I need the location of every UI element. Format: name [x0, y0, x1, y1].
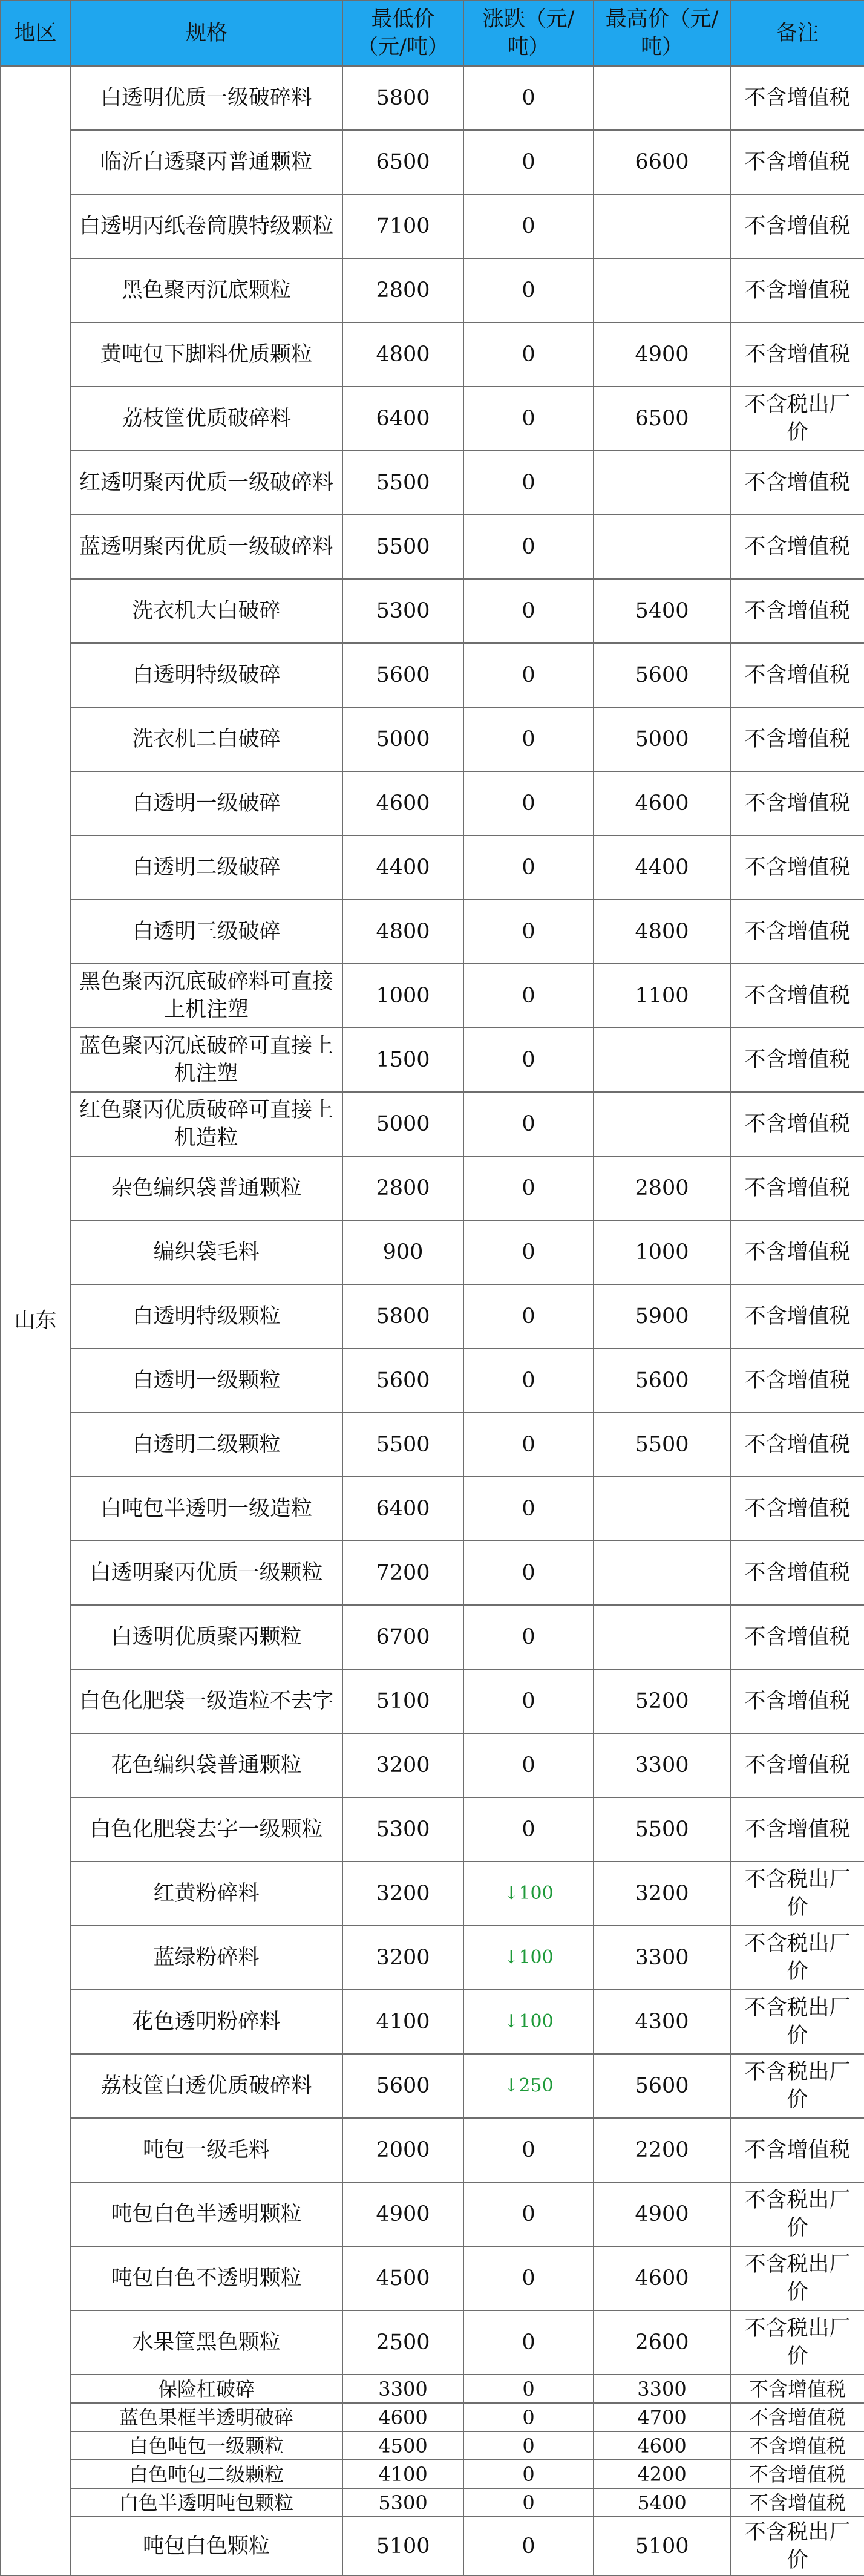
table-body [1, 66, 864, 2575]
cell-spec: 吨包一级毛料 [70, 2118, 342, 2182]
table-row [1, 2431, 864, 2460]
cell-min-price: 5000 [342, 707, 463, 771]
cell-change: 0 [463, 2246, 594, 2310]
cell-max-price: 5900 [594, 1284, 730, 1348]
cell-change: ↓250 [463, 2054, 594, 2118]
cell-spec: 白色吨包二级颗粒 [70, 2460, 342, 2488]
cell-remark: 不含增值税 [730, 1220, 864, 1284]
cell-change: 0 [463, 964, 594, 1028]
cell-change: 0 [463, 515, 594, 579]
cell-max-price: 4600 [594, 771, 730, 835]
cell-remark: 不含增值税 [730, 515, 864, 579]
cell-remark: 不含增值税 [730, 900, 864, 964]
cell-spec: 白透明优质聚丙颗粒 [70, 1605, 342, 1669]
cell-max-price: 2800 [594, 1156, 730, 1220]
cell-remark: 不含增值税 [730, 322, 864, 387]
cell-min-price: 5800 [342, 66, 463, 130]
header-max-price: 最高价（元/吨） [594, 1, 730, 66]
cell-remark: 不含增值税 [730, 2431, 864, 2460]
cell-spec: 白透明三级破碎 [70, 900, 342, 964]
cell-remark: 不含增值税 [730, 1092, 864, 1156]
header-change: 涨跌（元/吨） [463, 1, 594, 66]
cell-max-price: 5500 [594, 1413, 730, 1477]
cell-change: 0 [463, 1605, 594, 1669]
cell-max-price: 4800 [594, 900, 730, 964]
cell-max-price [594, 451, 730, 515]
cell-spec: 黑色聚丙沉底颗粒 [70, 258, 342, 322]
cell-remark: 不含增值税 [730, 1284, 864, 1348]
cell-max-price: 4600 [594, 2246, 730, 2310]
cell-remark: 不含税出厂价 [730, 2054, 864, 2118]
cell-min-price: 3300 [342, 2375, 463, 2403]
table-row [1, 964, 864, 1028]
cell-spec: 白透明特级破碎 [70, 643, 342, 707]
cell-spec: 白色化肥袋去字一级颗粒 [70, 1797, 342, 1862]
cell-remark: 不含增值税 [730, 2375, 864, 2403]
cell-min-price: 2500 [342, 2310, 463, 2375]
cell-max-price: 4900 [594, 2182, 730, 2246]
table-row [1, 1541, 864, 1605]
table-row [1, 579, 864, 643]
cell-min-price: 6400 [342, 387, 463, 451]
cell-max-price: 2600 [594, 2310, 730, 2375]
cell-remark: 不含增值税 [730, 258, 864, 322]
table-row [1, 1797, 864, 1862]
cell-min-price: 5600 [342, 643, 463, 707]
cell-change: 0 [463, 66, 594, 130]
table-row [1, 835, 864, 900]
cell-spec: 黄吨包下脚料优质颗粒 [70, 322, 342, 387]
cell-remark: 不含增值税 [730, 66, 864, 130]
table-row [1, 2460, 864, 2488]
cell-min-price: 2000 [342, 2118, 463, 2182]
cell-change: 0 [463, 835, 594, 900]
cell-remark: 不含增值税 [730, 1669, 864, 1733]
cell-min-price: 4500 [342, 2246, 463, 2310]
cell-change: 0 [463, 1028, 594, 1092]
cell-remark: 不含税出厂价 [730, 1862, 864, 1926]
cell-change: 0 [463, 194, 594, 258]
table-row [1, 258, 864, 322]
cell-remark: 不含税出厂价 [730, 2182, 864, 2246]
cell-remark: 不含税出厂价 [730, 387, 864, 451]
cell-spec: 白透明二级破碎 [70, 835, 342, 900]
cell-spec: 洗衣机大白破碎 [70, 579, 342, 643]
cell-change: 0 [463, 2488, 594, 2517]
table-row [1, 2517, 864, 2575]
cell-change: 0 [463, 771, 594, 835]
table-row [1, 771, 864, 835]
cell-spec: 红透明聚丙优质一级破碎料 [70, 451, 342, 515]
cell-change: 0 [463, 1413, 594, 1477]
cell-remark: 不含增值税 [730, 1541, 864, 1605]
cell-remark: 不含增值税 [730, 451, 864, 515]
cell-spec: 编织袋毛料 [70, 1220, 342, 1284]
header-remark: 备注 [730, 1, 864, 66]
cell-min-price: 4600 [342, 2403, 463, 2431]
cell-change: 0 [463, 1541, 594, 1605]
cell-spec: 蓝透明聚丙优质一级破碎料 [70, 515, 342, 579]
cell-max-price: 6500 [594, 387, 730, 451]
table-row [1, 1862, 864, 1926]
table-row [1, 451, 864, 515]
table-row [1, 515, 864, 579]
cell-remark: 不含增值税 [730, 964, 864, 1028]
cell-min-price: 4600 [342, 771, 463, 835]
cell-change: 0 [463, 707, 594, 771]
cell-change: 0 [463, 258, 594, 322]
cell-min-price: 7100 [342, 194, 463, 258]
cell-spec: 吨包白色颗粒 [70, 2517, 342, 2575]
cell-min-price: 900 [342, 1220, 463, 1284]
table-row [1, 643, 864, 707]
cell-max-price: 5200 [594, 1669, 730, 1733]
table-row [1, 2488, 864, 2517]
cell-change: 0 [463, 2431, 594, 2460]
table-row [1, 900, 864, 964]
table-row [1, 2182, 864, 2246]
cell-change: 0 [463, 579, 594, 643]
cell-spec: 黑色聚丙沉底破碎料可直接上机注塑 [70, 964, 342, 1028]
cell-remark: 不含增值税 [730, 194, 864, 258]
cell-min-price: 5600 [342, 1348, 463, 1413]
cell-spec: 吨包白色半透明颗粒 [70, 2182, 342, 2246]
cell-remark: 不含税出厂价 [730, 2310, 864, 2375]
table-row [1, 707, 864, 771]
table-row [1, 2054, 864, 2118]
cell-max-price [594, 1028, 730, 1092]
cell-change: 0 [463, 2118, 594, 2182]
cell-spec: 保险杠破碎 [70, 2375, 342, 2403]
cell-max-price: 4900 [594, 322, 730, 387]
cell-remark: 不含税出厂价 [730, 1926, 864, 1990]
cell-min-price: 5300 [342, 1797, 463, 1862]
cell-change: ↓100 [463, 1990, 594, 2054]
cell-spec: 白色半透明吨包颗粒 [70, 2488, 342, 2517]
cell-remark: 不含增值税 [730, 643, 864, 707]
cell-min-price: 5500 [342, 451, 463, 515]
cell-min-price: 4900 [342, 2182, 463, 2246]
cell-remark: 不含增值税 [730, 1605, 864, 1669]
cell-spec: 白透明二级颗粒 [70, 1413, 342, 1477]
cell-min-price: 1000 [342, 964, 463, 1028]
table-row [1, 1477, 864, 1541]
cell-min-price: 2800 [342, 258, 463, 322]
header-spec: 规格 [70, 1, 342, 66]
cell-min-price: 5500 [342, 515, 463, 579]
cell-remark: 不含增值税 [730, 771, 864, 835]
table-row [1, 1092, 864, 1156]
table-row [1, 1156, 864, 1220]
cell-max-price [594, 1092, 730, 1156]
cell-remark: 不含增值税 [730, 835, 864, 900]
cell-max-price: 4200 [594, 2460, 730, 2488]
cell-remark: 不含税出厂价 [730, 2517, 864, 2575]
cell-min-price: 6500 [342, 130, 463, 194]
cell-min-price: 5300 [342, 2488, 463, 2517]
table-row [1, 1669, 864, 1733]
cell-spec: 红黄粉碎料 [70, 1862, 342, 1926]
table-row [1, 1284, 864, 1348]
header-min-price: 最低价（元/吨） [342, 1, 463, 66]
cell-max-price [594, 258, 730, 322]
cell-min-price: 3200 [342, 1926, 463, 1990]
table-row [1, 2246, 864, 2310]
cell-max-price: 3300 [594, 1733, 730, 1797]
cell-max-price: 5600 [594, 2054, 730, 2118]
cell-max-price: 5100 [594, 2517, 730, 2575]
cell-min-price: 6400 [342, 1477, 463, 1541]
cell-max-price: 5000 [594, 707, 730, 771]
cell-spec: 水果筐黑色颗粒 [70, 2310, 342, 2375]
cell-spec: 白透明丙纸卷筒膜特级颗粒 [70, 194, 342, 258]
cell-spec: 白色吨包一级颗粒 [70, 2431, 342, 2460]
cell-max-price: 5600 [594, 1348, 730, 1413]
cell-change: 0 [463, 1477, 594, 1541]
table-row [1, 1926, 864, 1990]
table-row [1, 1028, 864, 1092]
cell-max-price: 4700 [594, 2403, 730, 2431]
cell-change: 0 [463, 1092, 594, 1156]
cell-max-price: 3300 [594, 2375, 730, 2403]
cell-max-price [594, 1541, 730, 1605]
cell-remark: 不含增值税 [730, 2488, 864, 2517]
cell-spec: 临沂白透聚丙普通颗粒 [70, 130, 342, 194]
cell-change: 0 [463, 130, 594, 194]
cell-min-price: 3200 [342, 1733, 463, 1797]
cell-change: ↓100 [463, 1862, 594, 1926]
cell-max-price: 5400 [594, 579, 730, 643]
cell-remark: 不含增值税 [730, 1733, 864, 1797]
cell-max-price: 3200 [594, 1862, 730, 1926]
cell-spec: 荔枝筐优质破碎料 [70, 387, 342, 451]
cell-change: 0 [463, 2375, 594, 2403]
cell-change: 0 [463, 1156, 594, 1220]
cell-max-price [594, 1605, 730, 1669]
table-row [1, 1733, 864, 1797]
cell-change: 0 [463, 2517, 594, 2575]
cell-remark: 不含税出厂价 [730, 1990, 864, 2054]
cell-change: 0 [463, 322, 594, 387]
cell-spec: 蓝色聚丙沉底破碎可直接上机注塑 [70, 1028, 342, 1092]
cell-remark: 不含增值税 [730, 130, 864, 194]
cell-max-price: 3300 [594, 1926, 730, 1990]
table-row [1, 387, 864, 451]
cell-max-price [594, 66, 730, 130]
cell-min-price: 5500 [342, 1413, 463, 1477]
cell-min-price: 4500 [342, 2431, 463, 2460]
cell-max-price: 5600 [594, 643, 730, 707]
table-row [1, 322, 864, 387]
cell-min-price: 5100 [342, 2517, 463, 2575]
cell-change: ↓100 [463, 1926, 594, 1990]
cell-max-price: 5400 [594, 2488, 730, 2517]
table-row [1, 2310, 864, 2375]
cell-spec: 花色编织袋普通颗粒 [70, 1733, 342, 1797]
cell-spec: 花色透明粉碎料 [70, 1990, 342, 2054]
cell-remark: 不含增值税 [730, 2118, 864, 2182]
cell-change: 0 [463, 2182, 594, 2246]
cell-max-price: 6600 [594, 130, 730, 194]
cell-min-price: 5000 [342, 1092, 463, 1156]
cell-min-price: 4100 [342, 1990, 463, 2054]
cell-min-price: 4400 [342, 835, 463, 900]
cell-max-price: 5500 [594, 1797, 730, 1862]
table-row [1, 66, 864, 130]
cell-spec: 洗衣机二白破碎 [70, 707, 342, 771]
cell-spec: 白色化肥袋一级造粒不去字 [70, 1669, 342, 1733]
cell-remark: 不含税出厂价 [730, 2246, 864, 2310]
cell-max-price: 4600 [594, 2431, 730, 2460]
table-row [1, 194, 864, 258]
cell-change: 0 [463, 2310, 594, 2375]
table-row [1, 2118, 864, 2182]
cell-remark: 不含增值税 [730, 1348, 864, 1413]
cell-min-price: 7200 [342, 1541, 463, 1605]
table-header-row [1, 1, 864, 66]
cell-region: 山东 [1, 66, 70, 2575]
table-row [1, 1220, 864, 1284]
cell-change: 0 [463, 1348, 594, 1413]
cell-min-price: 5100 [342, 1669, 463, 1733]
cell-max-price: 1000 [594, 1220, 730, 1284]
cell-min-price: 5300 [342, 579, 463, 643]
cell-remark: 不含增值税 [730, 2403, 864, 2431]
cell-spec: 白吨包半透明一级造粒 [70, 1477, 342, 1541]
cell-change: 0 [463, 1284, 594, 1348]
table-row [1, 130, 864, 194]
cell-min-price: 1500 [342, 1028, 463, 1092]
table-row [1, 1605, 864, 1669]
cell-spec: 杂色编织袋普通颗粒 [70, 1156, 342, 1220]
cell-min-price: 4800 [342, 322, 463, 387]
table-row [1, 1990, 864, 2054]
table-row [1, 2375, 864, 2403]
cell-min-price: 5600 [342, 2054, 463, 2118]
cell-change: 0 [463, 387, 594, 451]
cell-spec: 白透明优质一级破碎料 [70, 66, 342, 130]
cell-change: 0 [463, 2460, 594, 2488]
cell-min-price: 3200 [342, 1862, 463, 1926]
cell-spec: 白透明聚丙优质一级颗粒 [70, 1541, 342, 1605]
cell-remark: 不含增值税 [730, 1797, 864, 1862]
cell-max-price [594, 194, 730, 258]
table-row [1, 2403, 864, 2431]
cell-spec: 白透明一级颗粒 [70, 1348, 342, 1413]
cell-spec: 红色聚丙优质破碎可直接上机造粒 [70, 1092, 342, 1156]
cell-max-price [594, 1477, 730, 1541]
cell-change: 0 [463, 1797, 594, 1862]
cell-change: 0 [463, 1669, 594, 1733]
cell-spec: 白透明一级破碎 [70, 771, 342, 835]
cell-min-price: 5800 [342, 1284, 463, 1348]
cell-min-price: 4800 [342, 900, 463, 964]
cell-spec: 蓝绿粉碎料 [70, 1926, 342, 1990]
cell-change: 0 [463, 1733, 594, 1797]
cell-spec: 蓝色果框半透明破碎 [70, 2403, 342, 2431]
cell-remark: 不含增值税 [730, 1028, 864, 1092]
cell-change: 0 [463, 2403, 594, 2431]
cell-spec: 白透明特级颗粒 [70, 1284, 342, 1348]
cell-max-price [594, 515, 730, 579]
cell-remark: 不含增值税 [730, 1156, 864, 1220]
cell-change: 0 [463, 643, 594, 707]
cell-spec: 荔枝筐白透优质破碎料 [70, 2054, 342, 2118]
cell-change: 0 [463, 451, 594, 515]
cell-min-price: 2800 [342, 1156, 463, 1220]
cell-remark: 不含增值税 [730, 1413, 864, 1477]
cell-remark: 不含增值税 [730, 707, 864, 771]
table-row [1, 1348, 864, 1413]
cell-change: 0 [463, 900, 594, 964]
table-row [1, 1413, 864, 1477]
cell-max-price: 1100 [594, 964, 730, 1028]
cell-min-price: 4100 [342, 2460, 463, 2488]
cell-remark: 不含增值税 [730, 2460, 864, 2488]
cell-max-price: 2200 [594, 2118, 730, 2182]
cell-change: 0 [463, 1220, 594, 1284]
cell-max-price: 4300 [594, 1990, 730, 2054]
cell-remark: 不含增值税 [730, 579, 864, 643]
cell-min-price: 6700 [342, 1605, 463, 1669]
cell-remark: 不含增值税 [730, 1477, 864, 1541]
cell-max-price: 4400 [594, 835, 730, 900]
header-region: 地区 [1, 1, 70, 66]
cell-spec: 吨包白色不透明颗粒 [70, 2246, 342, 2310]
